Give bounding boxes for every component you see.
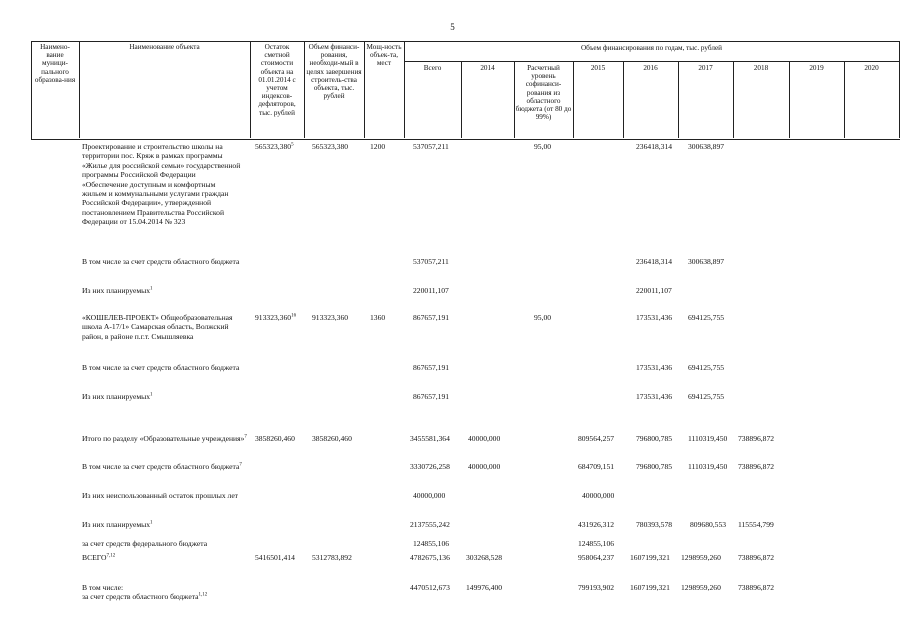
cofinancing-value: 95,00 [534, 142, 552, 151]
object-name: В том числе: [82, 583, 124, 592]
total-value: 2137555,242 [410, 520, 450, 529]
value-2017: 300638,897 [688, 142, 725, 151]
header-capacity: Мощ-ность объек-та, мест [366, 43, 402, 68]
funding-volume: 3858260,460 [312, 434, 352, 443]
header-2017: 2017 [698, 64, 713, 72]
footnote-ref: 1 [150, 286, 153, 292]
value-2014: 40000,000 [468, 462, 501, 471]
value-2017: 809680,553 [690, 520, 727, 529]
object-name [82, 434, 252, 443]
value-2015: 431926,312 [578, 520, 615, 529]
header-2014: 2014 [480, 64, 495, 72]
total-value: 3330726,258 [410, 462, 450, 471]
object-name-text: В том числе за счет средств областного бюджета [82, 462, 240, 471]
header-2015: 2015 [590, 64, 606, 72]
footnote-ref: 7,12 [106, 553, 116, 559]
value-2018: 738896,872 [738, 583, 775, 592]
header-funding-volume: Объем финанси-рования, необходи-мый в целях завершения строитель-ства объекта, тыс. рублей [306, 43, 362, 101]
total-value: 867657,191 [413, 313, 450, 322]
object-name-text: Из них планируемых [82, 286, 151, 295]
value-2017: 694125,755 [688, 363, 725, 372]
funding-volume: 5312783,892 [312, 553, 352, 562]
capacity: 1360 [370, 313, 386, 322]
value-2017: 1110319,450 [688, 462, 728, 471]
footnote-ref: 1 [150, 392, 153, 398]
object-name: за счет средств федерального бюджета [82, 539, 208, 548]
value-2018: 738896,872 [738, 462, 775, 471]
value-2016: 236418,314 [636, 142, 673, 151]
total-value: 220011,107 [413, 286, 449, 295]
value-2014: 149976,400 [466, 583, 503, 592]
object-name-text: Итого по разделу «Образовательные учреждения» [82, 434, 245, 443]
object-name-text: Из них планируемых [82, 520, 151, 529]
remaining-cost [255, 313, 296, 322]
value-2018: 738896,872 [738, 434, 775, 443]
value-2016: 173531,436 [636, 363, 673, 372]
total-value: 124855,106 [413, 539, 450, 548]
value-2016: 236418,314 [636, 257, 673, 266]
value-2018: 115554,799 [738, 520, 774, 529]
value-2016: 780393,578 [636, 520, 673, 529]
value-2017: 1110319,450 [688, 434, 728, 443]
object-name [82, 553, 115, 562]
header-2016: 2016 [643, 64, 658, 72]
object-name [82, 392, 153, 401]
object-name [82, 462, 242, 471]
value-2017: 300638,897 [688, 257, 725, 266]
footnote-ref: 16 [291, 313, 297, 319]
value-2017: 1298959,260 [681, 583, 721, 592]
remaining-cost: 5416501,414 [255, 553, 295, 562]
value-2017: 1298959,260 [681, 553, 721, 562]
total-value: 537057,211 [413, 257, 449, 266]
value-2016: 796800,785 [636, 434, 673, 443]
header-municipality: Наимено-вание муници-пального образова-ния [34, 43, 76, 84]
value-2016: 1607199,321 [630, 583, 670, 592]
funding-volume: 913323,360 [312, 313, 349, 322]
value-2015: 799193,902 [578, 583, 615, 592]
value-2015: 958064,237 [578, 553, 615, 562]
header-2020: 2020 [864, 64, 879, 72]
value-2016: 796800,785 [636, 462, 673, 471]
total-value: 3455581,364 [410, 434, 450, 443]
remaining-cost [255, 142, 294, 151]
object-name-line2 [82, 592, 207, 601]
header-object-name: Наименование объекта [129, 43, 200, 51]
footnote-ref: 1,12 [198, 592, 208, 598]
header-cofinancing: Расчетный уровень софинанси-рования из областного бюджета (от 80 до 99%) [515, 64, 572, 122]
total-value: 537057,211 [413, 142, 449, 151]
footnote-ref: 5 [291, 142, 294, 148]
footnote-ref: 1 [150, 520, 153, 526]
total-value: 867657,191 [413, 363, 450, 372]
total-value: 40000,000 [413, 491, 446, 500]
object-name [82, 286, 153, 295]
header-2019: 2019 [809, 64, 824, 72]
page-number: 5 [450, 22, 455, 32]
total-value: 867657,191 [413, 392, 450, 401]
header-funding-by-years: Объем финансирования по годам, тыс. рублей [580, 44, 723, 52]
capacity: 1200 [370, 142, 386, 151]
remaining-cost-value: 565323,380 [255, 142, 292, 151]
value-2014: 40000,000 [468, 434, 501, 443]
remaining-cost-value: 913323,360 [255, 313, 292, 322]
value-2016: 220011,107 [636, 286, 672, 295]
object-name: Из них неиспользованный остаток прошлых лет [82, 491, 239, 500]
value-2015: 684709,151 [578, 462, 615, 471]
object-name-text: за счет средств областного бюджета [82, 592, 199, 601]
funding-volume: 565323,380 [312, 142, 349, 151]
value-2015: 124855,106 [578, 539, 615, 548]
cofinancing-value: 95,00 [534, 313, 552, 322]
header-total: Всего [423, 64, 442, 72]
value-2017: 694125,755 [688, 392, 725, 401]
object-name [82, 520, 153, 529]
value-2015: 809564,257 [578, 434, 615, 443]
value-2017: 694125,755 [688, 313, 725, 322]
header-remaining-cost: Остаток сметной стоимости объекта на 01.01.2014 с учетом индексов-дефляторов, тыс. рублей [258, 43, 296, 117]
header-2018: 2018 [753, 64, 769, 72]
total-value: 4470512,673 [410, 583, 450, 592]
value-2014: 303268,528 [466, 553, 503, 562]
value-2015: 40000,000 [582, 491, 615, 500]
object-name: Проектирование и строительство школы на территории пос. Кряж в рамках программы «Жилье для российской семьи» государственной программы Российской Федерации «Обеспечение доступным и комфортным жильем и коммунальными услугами граждан Российской Федерации», утвержденной постановлением Правительства Российской Федерации от 15.04.2014 № 323 [82, 142, 241, 227]
footnote-ref: 7 [244, 434, 247, 440]
object-name: В том числе за счет средств областного бюджета [82, 257, 240, 266]
object-name-text: Из них планируемых [82, 392, 151, 401]
value-2018: 738896,872 [738, 553, 775, 562]
remaining-cost: 3858260,460 [255, 434, 295, 443]
object-name-text: ВСЕГО [82, 553, 107, 562]
total-value: 4782675,136 [410, 553, 450, 562]
object-name: В том числе за счет средств областного бюджета [82, 363, 240, 372]
value-2016: 1607199,321 [630, 553, 670, 562]
value-2016: 173531,436 [636, 313, 673, 322]
value-2016: 173531,436 [636, 392, 673, 401]
footnote-ref: 7 [239, 462, 242, 468]
object-name: «КОШЕЛЕВ-ПРОЕКТ» Общеобразовательная школа А-17/1» Самарская область, Волжский район, в районе п.г.т. Смышляевка [82, 313, 233, 341]
